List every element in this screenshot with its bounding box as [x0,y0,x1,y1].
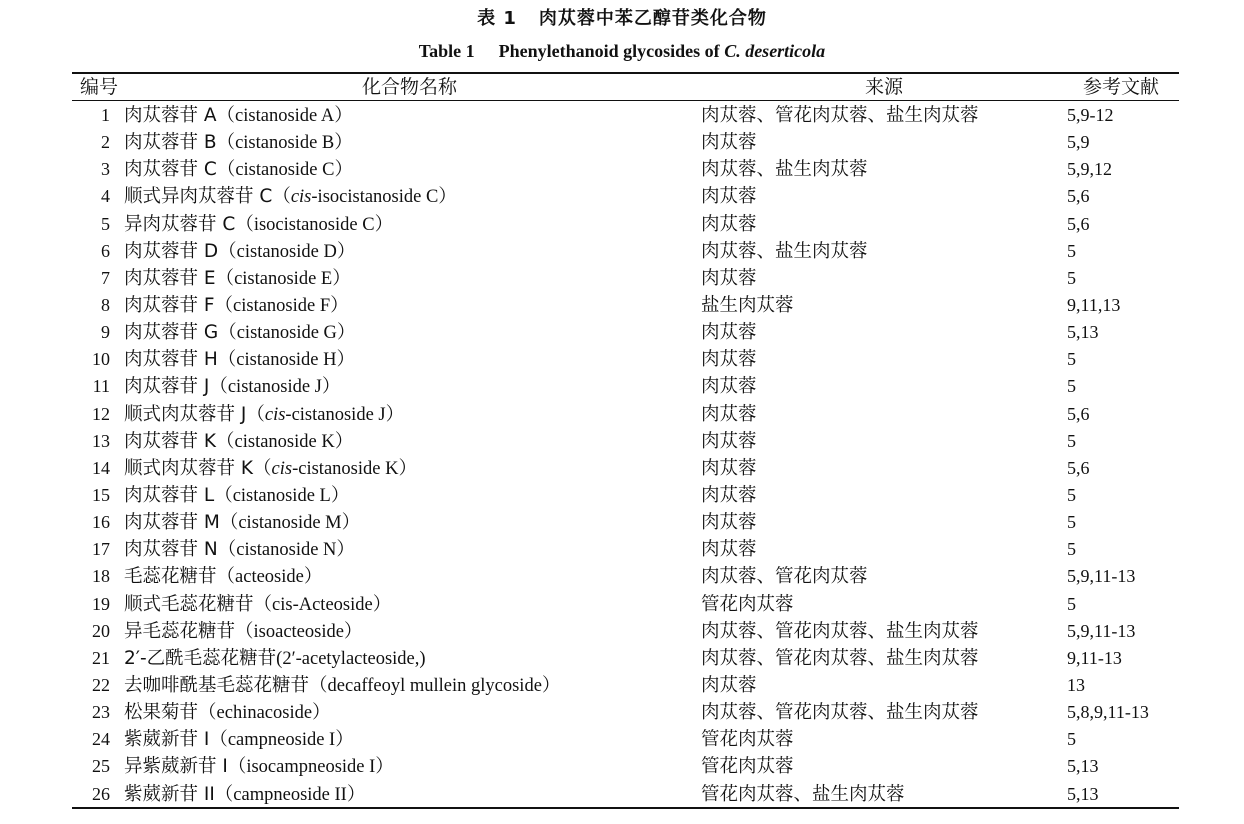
compound-name-chinese: 肉苁蓉苷 D [124,240,219,262]
table-row [72,753,1179,780]
compound-source: 肉苁蓉、盐生肉苁蓉 [701,240,868,262]
compound-name-english: （isocistanoside C） [235,214,394,235]
table-row [72,211,1179,238]
compound-source: 肉苁蓉 [701,132,757,154]
row-number: 17 [92,539,110,560]
compound-name [124,346,355,374]
compound-name [124,319,355,347]
row-number: 3 [101,159,110,180]
compound-name [124,482,349,510]
compound-name-english: （ [246,404,265,425]
compound-references: 5 [1067,376,1076,397]
compound-name-english: （cistanoside L） [214,485,350,506]
compound-name-english: （isocampneoside I） [227,757,394,778]
row-number: 12 [92,403,110,424]
table-row [72,373,1179,400]
compound-references: 5 [1067,512,1076,533]
compound-name-chinese: 2′-乙酰毛蕊花糖苷 [124,647,277,669]
compound-name-chinese: 紫葳新苷 I [124,729,210,751]
compound-name-english: （ [272,187,291,208]
compound-source: 盐生肉苁蓉 [701,294,794,316]
row-number: 2 [101,132,110,153]
compound-references: 13 [1067,674,1085,695]
compound-source: 肉苁蓉、管花肉苁蓉 [701,566,868,588]
compound-name-italic-prefix: cis [271,458,293,479]
table-row [72,726,1179,753]
compound-name-english: (2′-acetylacteoside,) [276,648,426,669]
compound-name-english: （cistanoside K） [216,431,354,452]
compound-name-chinese: 异肉苁蓉苷 C [124,213,236,235]
compound-name [124,645,426,673]
table-row [72,645,1179,672]
header-compound-name: 化合物名称 [362,76,458,98]
compound-source: 肉苁蓉 [701,349,757,371]
compound-references: 5 [1067,349,1076,370]
compound-source: 肉苁蓉、管花肉苁蓉、盐生肉苁蓉 [701,702,979,724]
compound-name-chinese: 异紫葳新苷 I [124,756,228,778]
compound-name-chinese: 顺式毛蕊花糖苷 [124,593,254,615]
table-row [72,346,1179,373]
row-number: 23 [92,702,110,723]
compound-name [124,292,349,320]
table-title-species: C. deserticola [724,41,826,61]
table-number-english: Table 1 [418,41,475,61]
compound-source: 肉苁蓉 [701,403,757,425]
compound-name-chinese: 肉苁蓉苷 B [124,132,217,154]
compound-name-english: （cistanoside M） [219,513,361,534]
table-bottom-rule [72,807,1179,809]
compound-references: 5 [1067,729,1076,750]
compound-references: 5,6 [1067,403,1090,424]
compound-name [124,536,355,564]
compound-name-chinese: 松果菊苷 [124,702,199,724]
compound-name-italic-prefix: cis [264,404,286,425]
row-number: 4 [101,186,110,207]
compound-references: 9,11,13 [1067,294,1121,315]
compound-references: 5 [1067,484,1076,505]
table-row [72,781,1179,808]
compound-name-english: （cistanoside D） [218,241,356,262]
compound-name-chinese: 肉苁蓉苷 L [124,484,215,506]
table-row [72,699,1179,726]
table-row [72,455,1179,482]
compound-source: 肉苁蓉 [701,213,757,235]
table-row [72,401,1179,428]
compound-name-english: （echinacoside） [198,703,331,724]
row-number: 5 [101,213,110,234]
table-body [72,102,1179,808]
compound-references: 5,9,11-13 [1067,566,1136,587]
compound-name [124,373,340,401]
compound-references: 9,11-13 [1067,647,1122,668]
row-number: 8 [101,294,110,315]
compound-name-english-suffix: -cistanoside J） [285,404,405,425]
row-number: 14 [92,457,110,478]
compound-source: 肉苁蓉 [701,484,757,506]
row-number: 6 [101,240,110,261]
row-number: 7 [101,267,110,288]
row-number: 1 [101,105,110,125]
table-row [72,428,1179,455]
compound-name-chinese: 肉苁蓉苷 F [124,294,215,316]
compound-name [124,183,457,211]
compound-references: 5 [1067,593,1076,614]
table-caption-chinese [0,6,1244,32]
row-number: 18 [92,566,110,587]
row-number: 26 [92,783,110,804]
compound-references: 5,9 [1067,132,1090,153]
table-row [72,156,1179,183]
compound-source: 肉苁蓉 [701,376,757,398]
compound-source: 肉苁蓉 [701,430,757,452]
compound-name-chinese: 肉苁蓉苷 J [124,376,210,398]
row-number: 9 [101,322,110,343]
header-source: 来源 [865,76,904,98]
row-number: 11 [92,376,110,397]
compound-name-chinese: 肉苁蓉苷 E [124,267,216,289]
row-number: 10 [92,349,110,370]
compound-name [124,211,393,239]
compound-source: 管花肉苁蓉 [701,593,794,615]
compound-name-chinese: 肉苁蓉苷 M [124,512,220,534]
compound-name-english: （cistanoside F） [214,295,349,316]
compound-references: 5 [1067,430,1076,451]
compound-name-chinese: 肉苁蓉苷 G [124,322,219,344]
header-number: 编号 [80,76,119,98]
table-row [72,563,1179,590]
compound-name-english: （cistanoside E） [215,268,351,289]
compound-name [124,455,417,483]
compound-name-english: （decaffeoyl mullein glycoside） [309,675,561,696]
compound-name-english: （acteoside） [216,567,323,588]
row-number: 24 [92,729,110,750]
row-number: 25 [92,756,110,777]
compound-references: 5,9,11-13 [1067,620,1136,641]
row-number: 16 [92,512,110,533]
table-row [72,319,1179,346]
table-row [72,183,1179,210]
compound-name-chinese: 去咖啡酰基毛蕊花糖苷 [124,674,310,696]
compound-name-english: （cistanoside A） [216,106,353,126]
compound-references: 5,13 [1067,322,1099,343]
compound-source: 肉苁蓉 [701,674,757,696]
table-row [72,618,1179,645]
compound-references: 5,6 [1067,213,1090,234]
compound-name-chinese: 肉苁蓉苷 N [124,539,218,561]
compound-references: 5,13 [1067,756,1099,777]
compound-name [124,509,360,537]
compound-name-english: （cistanoside G） [218,323,356,344]
compound-source: 肉苁蓉、管花肉苁蓉、盐生肉苁蓉 [701,105,979,126]
compound-source: 肉苁蓉 [701,186,757,208]
table-title-english: Phenylethanoid glycosides of [498,41,725,61]
compound-name-english: （cistanoside N） [217,540,355,561]
compound-name-chinese: 肉苁蓉苷 K [124,430,217,452]
compound-name [124,699,331,727]
compound-source: 肉苁蓉 [701,539,757,561]
compound-name [124,401,404,429]
table-title-chinese: 肉苁蓉中苯乙醇苷类化合物 [538,8,767,29]
compound-name-chinese: 毛蕊花糖苷 [124,566,217,588]
compound-name-english: （campneoside I） [209,730,354,751]
compound-name-english: （cistanoside J） [209,377,341,398]
row-number: 22 [92,674,110,695]
table-number-chinese: 表 1 [477,8,517,29]
compound-source: 肉苁蓉 [701,512,757,534]
compound-name-chinese: 顺式肉苁蓉苷 J [124,403,247,425]
compound-name [124,129,353,157]
table-row [72,265,1179,292]
compound-name-chinese: 肉苁蓉苷 H [124,349,218,371]
compound-name [124,563,322,591]
compound-name-english: （cistanoside B） [216,133,353,154]
compound-name-english: （cistanoside H） [217,350,355,371]
table-row [72,238,1179,265]
compound-name-english: （cis-Acteoside） [253,594,392,615]
row-number: 15 [92,484,110,505]
compound-source: 管花肉苁蓉 [701,756,794,778]
table-row [72,482,1179,509]
compound-source: 肉苁蓉 [701,322,757,344]
table-row [72,591,1179,618]
compound-name-english: （isoacteoside） [235,621,363,642]
compound-name [124,265,351,293]
compound-name [124,753,394,781]
compound-source: 肉苁蓉 [701,267,757,289]
compound-references: 5,6 [1067,457,1090,478]
compound-name-chinese: 顺式肉苁蓉苷 K [124,457,254,479]
compound-name [124,672,560,700]
compound-name-english: （ [253,458,272,479]
row-number: 19 [92,593,110,614]
table-header-row [72,74,1179,100]
compound-references: 5,13 [1067,783,1099,804]
compound-name [124,428,353,456]
compound-name-english: （cistanoside C） [216,160,353,181]
compound-references: 5 [1067,240,1076,261]
compound-source: 肉苁蓉、盐生肉苁蓉 [701,159,868,181]
compound-references: 5,9-12 [1067,105,1114,125]
row-number: 13 [92,430,110,451]
compound-name-chinese: 肉苁蓉苷 C [124,159,217,181]
compound-source: 肉苁蓉 [701,457,757,479]
compound-references: 5,8,9,11-13 [1067,702,1149,723]
compound-name-chinese: 异毛蕊花糖苷 [124,620,236,642]
compound-name-english-suffix: -cistanoside K） [292,458,417,479]
compound-name [124,238,355,266]
compound-references: 5 [1067,267,1076,288]
compound-name [124,591,391,619]
compound-source: 管花肉苁蓉、盐生肉苁蓉 [701,783,905,805]
compound-name-chinese: 紫葳新苷 II [124,783,215,805]
compound-name [124,618,362,646]
compound-name-chinese: 顺式异肉苁蓉苷 C [124,186,273,208]
table-header-rule [72,100,1179,101]
compound-references: 5 [1067,539,1076,560]
table-row [72,536,1179,563]
table-row [72,102,1179,129]
compound-name [124,781,365,809]
table-row [72,129,1179,156]
compound-references: 5,6 [1067,186,1090,207]
table-caption-english [0,38,1244,64]
header-references: 参考文献 [1083,76,1160,98]
compound-name [124,726,354,754]
compound-name [124,156,353,184]
table-row [72,509,1179,536]
compound-name [124,102,353,130]
compound-source: 管花肉苁蓉 [701,729,794,751]
row-number: 20 [92,620,110,641]
compound-name-italic-prefix: cis [290,187,312,208]
row-number: 21 [92,647,110,668]
table-row [72,292,1179,319]
compound-name-english-suffix: -isocistanoside C） [311,187,457,208]
compound-references: 5,9,12 [1067,159,1112,180]
compound-name-chinese: 肉苁蓉苷 A [124,105,217,126]
compound-source: 肉苁蓉、管花肉苁蓉、盐生肉苁蓉 [701,647,979,669]
table-row [72,672,1179,699]
compound-source: 肉苁蓉、管花肉苁蓉、盐生肉苁蓉 [701,620,979,642]
compound-name-english: （campneoside II） [214,784,366,805]
